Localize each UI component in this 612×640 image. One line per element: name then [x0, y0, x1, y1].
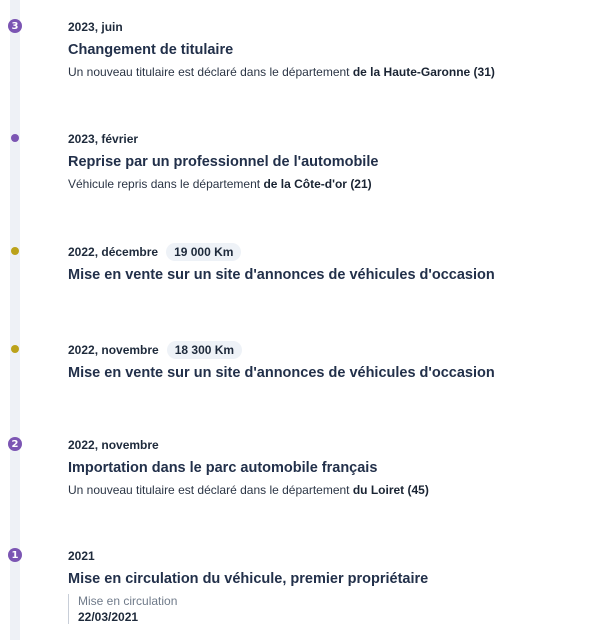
event-department: de la Haute-Garonne (31) — [352, 65, 495, 79]
registration-detail — [68, 594, 177, 624]
event-date: 2023, juin — [68, 20, 123, 34]
step-1-icon: 1 — [8, 548, 22, 562]
event-department: du Loiret (45) — [352, 483, 429, 497]
event-title: Mise en vente sur un site d'annonces de véhicules d'occasion — [68, 365, 495, 381]
event-title: Mise en circulation du véhicule, premier propriétaire — [68, 571, 429, 587]
step-2-icon: 2 — [8, 437, 22, 451]
timeline-rail — [10, 0, 20, 640]
event-title: Reprise par un professionnel de l'automobile — [68, 154, 379, 170]
event-title: Changement de titulaire — [68, 42, 234, 58]
event-date: 2021 — [68, 549, 95, 563]
mileage-badge: 18 300 Km — [167, 341, 242, 359]
mileage-badge: 19 000 Km — [166, 243, 241, 261]
purple-dot-icon — [11, 134, 19, 142]
event-date: 2022, novembre — [68, 343, 159, 357]
event-title: Importation dans le parc automobile français — [68, 460, 378, 476]
event-date: 2022, novembre — [68, 438, 159, 452]
registration-label: Mise en circulation — [78, 594, 178, 608]
event-description: Un nouveau titulaire est déclaré dans le département du Loiret (45) — [68, 483, 429, 497]
event-department: de la Côte-d'or (21) — [263, 177, 372, 191]
event-date: 2023, février — [68, 132, 139, 146]
event-description: Véhicule repris dans le département de la Côte-d'or (21) — [68, 177, 372, 191]
olive-dot-icon — [11, 345, 19, 353]
olive-dot-icon — [11, 247, 19, 255]
event-date: 2022, décembre — [68, 245, 159, 259]
event-title: Mise en vente sur un site d'annonces de véhicules d'occasion — [68, 267, 495, 283]
event-description: Un nouveau titulaire est déclaré dans le département de la Haute-Garonne (31) — [68, 65, 495, 79]
registration-date: 22/03/2021 — [78, 610, 139, 624]
step-3-icon: 3 — [8, 19, 22, 33]
